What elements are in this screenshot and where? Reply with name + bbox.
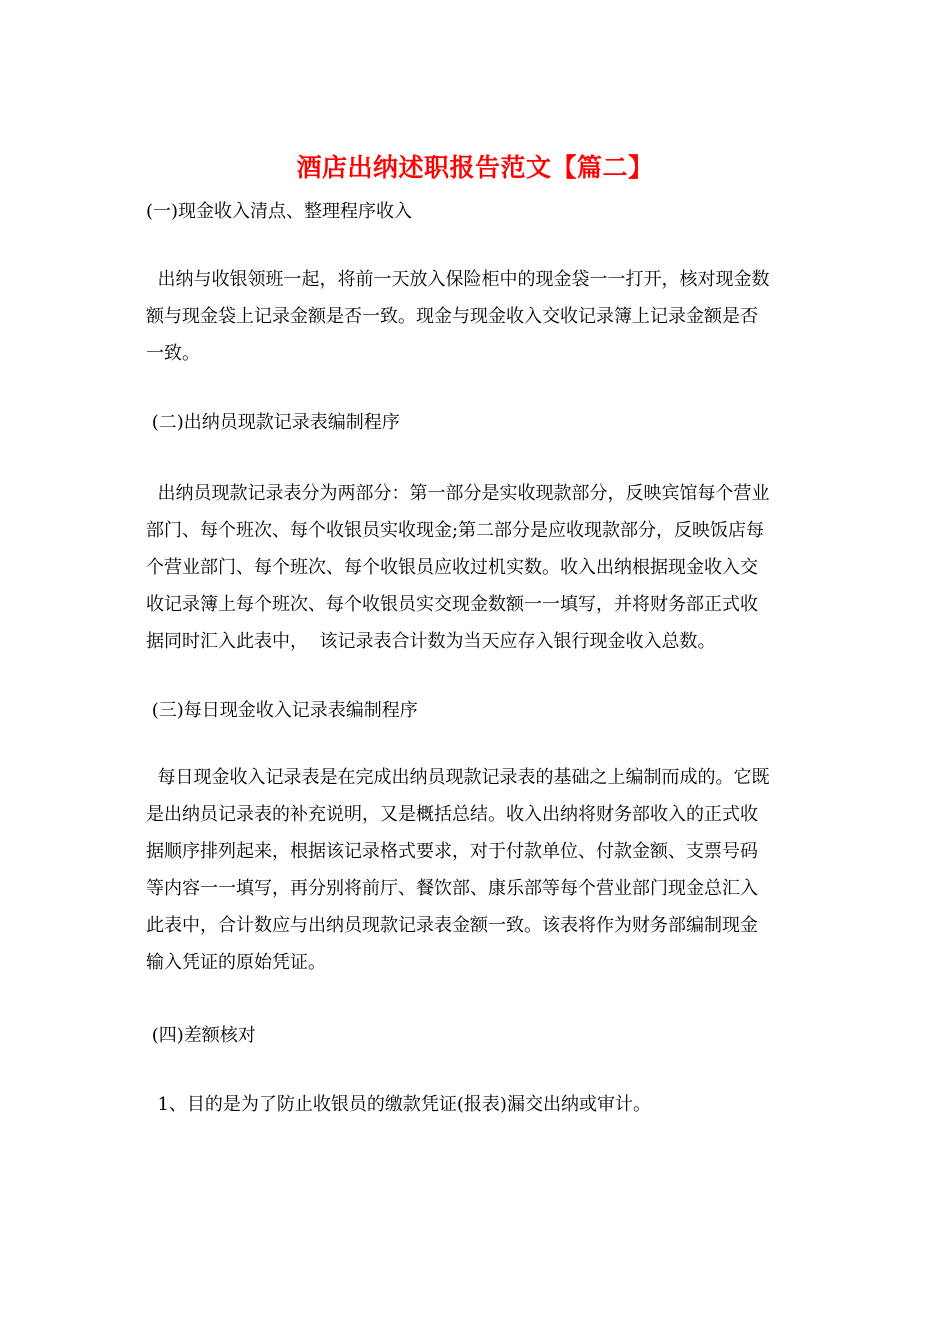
paragraph-line: 输入凭证的原始凭证。 — [146, 952, 326, 973]
paragraph-line: 据顺序排列起来，根据该记录格式要求，对于付款单位、付款金额、支票号码 — [146, 841, 758, 862]
paragraph-line: 1、目的是为了防止收银员的缴款凭证(报表)漏交出纳或审计。 — [146, 1094, 651, 1115]
paragraph-line: 个营业部门、每个班次、每个收银员应收过机实数。收入出纳根据现金收入交 — [146, 557, 758, 578]
paragraph-line: 部门、每个班次、每个收银员实收现金;第二部分是应收现款部分，反映饭店每 — [146, 520, 765, 541]
paragraph-line: 出纳员现款记录表分为两部分：第一部分是实收现款部分，反映宾馆每个营业 — [146, 483, 770, 504]
paragraph-line: 收记录簿上每个班次、每个收银员实交现金数额一一填写，并将财务部正式收 — [146, 594, 758, 615]
section-paragraph-3 — [146, 759, 810, 981]
paragraph-line: 是出纳员记录表的补充说明，又是概括总结。收入出纳将财务部收入的正式收 — [146, 804, 758, 825]
section-heading-1: (一)现金收入清点、整理程序收入 — [146, 201, 413, 222]
section-paragraph-4 — [146, 1086, 810, 1123]
paragraph-line: 此表中，合计数应与出纳员现款记录表金额一致。该表将作为财务部编制现金 — [146, 915, 758, 936]
paragraph-line: 出纳与收银领班一起，将前一天放入保险柜中的现金袋一一打开，核对现金数 — [146, 269, 770, 290]
paragraph-line: 一致。 — [146, 343, 200, 364]
section-heading-3: (三)每日现金收入记录表编制程序 — [146, 700, 418, 721]
section-paragraph-1 — [146, 261, 810, 372]
document-title: 酒店出纳述职报告范文【篇二】 — [296, 153, 654, 182]
section-heading-4: (四)差额核对 — [146, 1025, 256, 1046]
paragraph-line: 每日现金收入记录表是在完成出纳员现款记录表的基础之上编制而成的。它既 — [146, 767, 770, 788]
section-paragraph-2 — [146, 475, 810, 660]
paragraph-line: 据同时汇入此表中， 该记录表合计数为当天应存入银行现金收入总数。 — [146, 631, 716, 652]
section-heading-2: (二)出纳员现款记录表编制程序 — [146, 412, 400, 433]
paragraph-line: 等内容一一填写，再分别将前厅、餐饮部、康乐部等每个营业部门现金总汇入 — [146, 878, 758, 899]
paragraph-line: 额与现金袋上记录金额是否一致。现金与现金收入交收记录簿上记录金额是否 — [146, 306, 758, 327]
